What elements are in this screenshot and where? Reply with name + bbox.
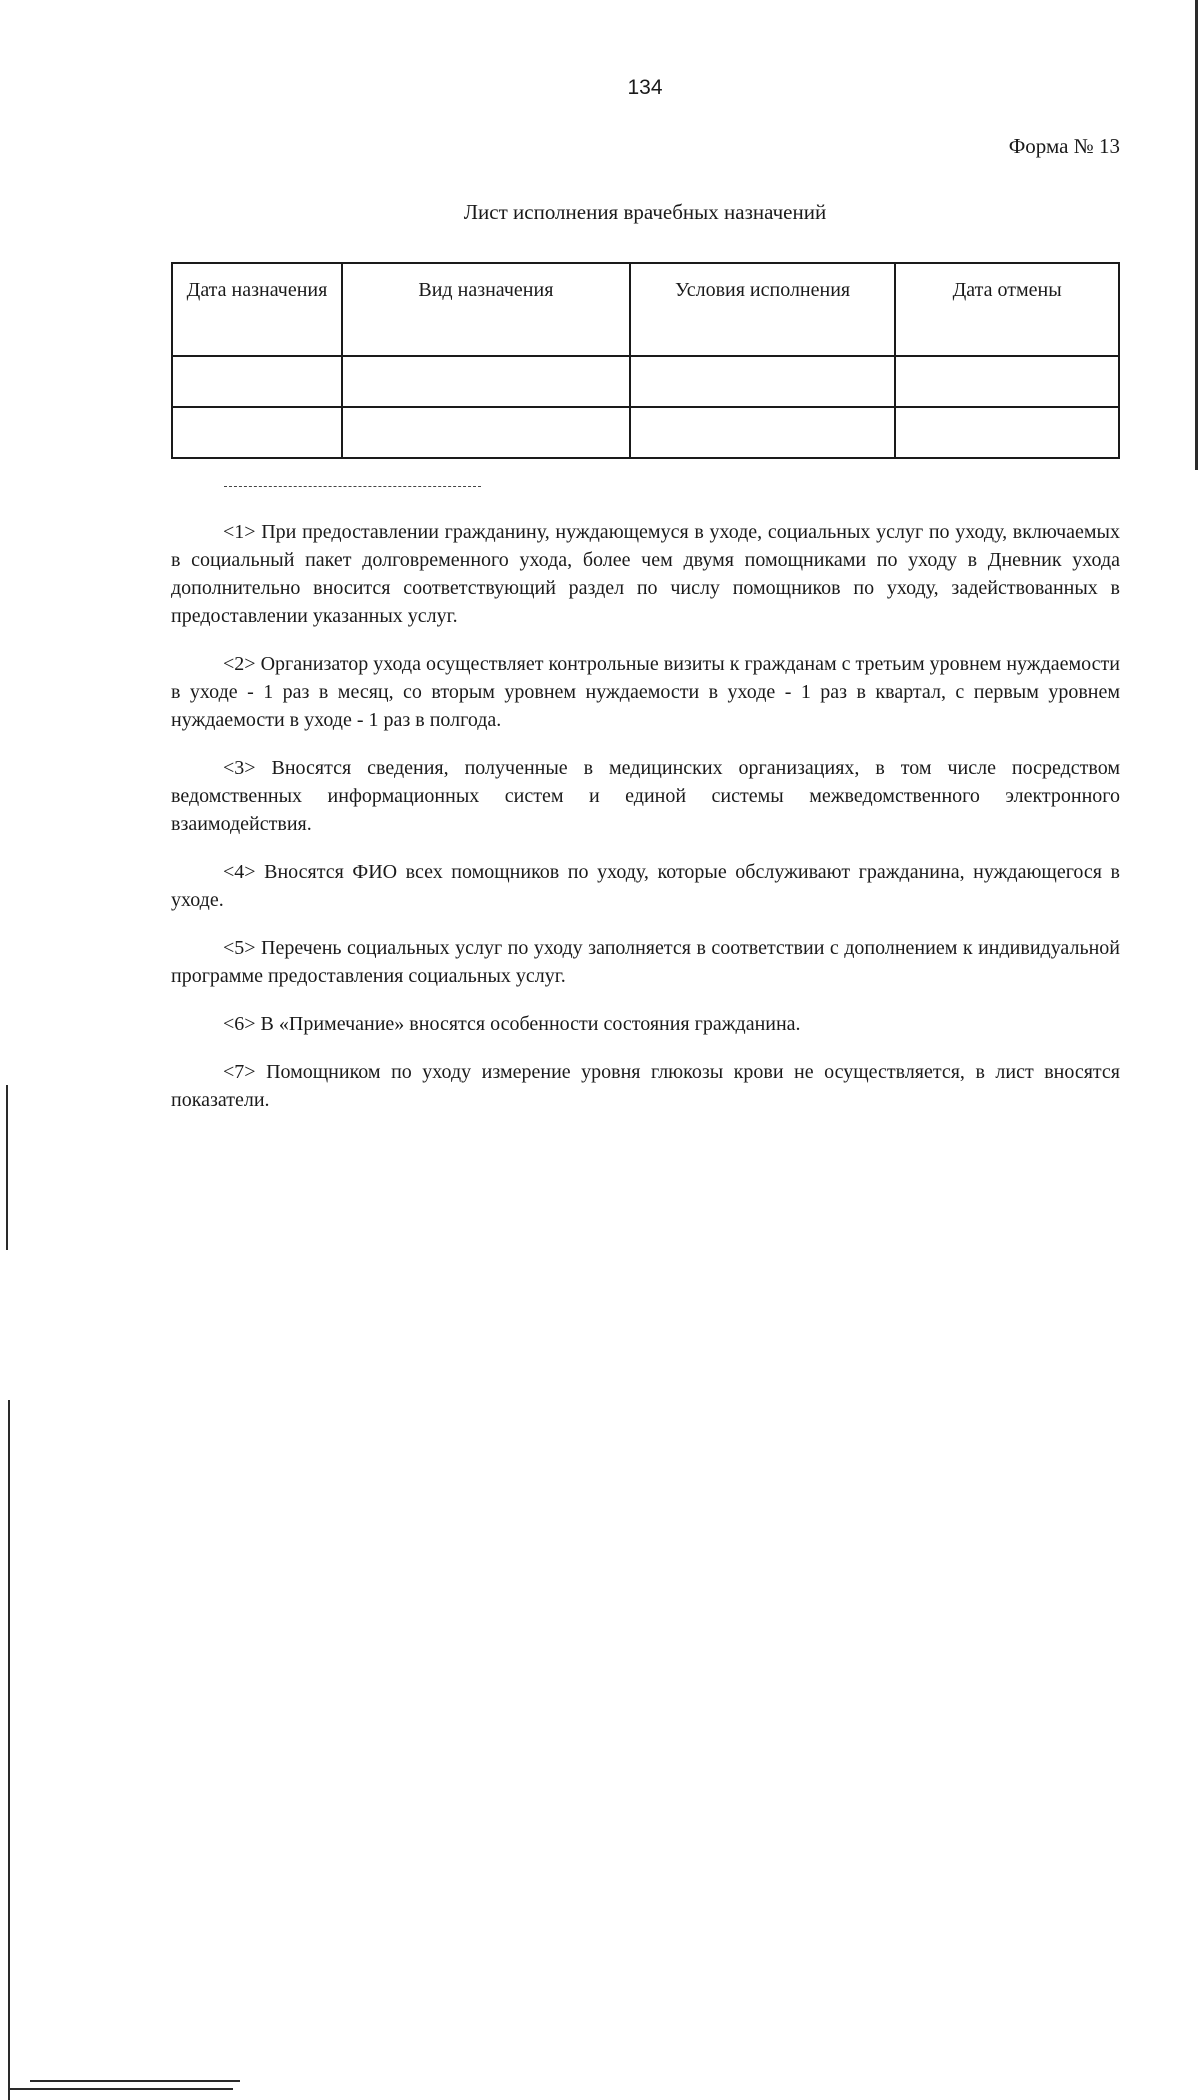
table-cell [630,407,896,458]
footnote-separator [224,486,481,487]
footnote-3: <3> Вносятся сведения, полученные в медицинских организациях, в том числе посредством ведомственных информационных систем и единой системы межведомственного электронного взаимодействия. [171,757,1120,835]
footnote-4: <4> Вносятся ФИО всех помощников по уходу, которые обслуживают гражданина, нуждающегося в уходе. [171,861,1120,911]
column-header-assignment-type: Вид назначения [342,263,630,356]
prescriptions-table [171,262,1120,459]
form-number-label: Форма № 13 [1008,134,1120,158]
table-cell [342,356,630,407]
column-header-execution-conditions: Условия исполнения [630,263,896,356]
table-row [172,356,1119,407]
footnote-7: <7> Помощником по уходу измерение уровня глюкозы крови не осуществляется, в лист вносятся показатели. [171,1061,1120,1111]
scan-mark [8,2088,233,2090]
footnotes [171,518,1120,1134]
table-header-row [172,263,1119,356]
scan-edge-left [8,1400,10,2100]
document-title: Лист исполнения врачебных назначений [463,200,827,224]
footnote-2: <2> Организатор ухода осуществляет контрольные визиты к гражданам с третьим уровнем нуждаемости в уходе - 1 раз в месяц, со вторым уровнем нуждаемости в уходе - 1 раз в квартал, с первым уровнем нуждаемости в уходе - 1 раз в полгода. [171,653,1120,731]
column-header-cancellation-date: Дата отмены [895,263,1119,356]
table-cell [630,356,896,407]
column-header-assignment-date: Дата назначения [172,263,342,356]
table-cell [895,356,1119,407]
scan-edge-right [1195,0,1198,470]
table-row [172,407,1119,458]
table-cell [172,356,342,407]
table-cell [895,407,1119,458]
scan-mark [30,2080,240,2082]
footnote-1: <1> При предоставлении гражданину, нуждающемуся в уходе, социальных услуг по уходу, включаемых в социальный пакет долговременного ухода, более чем двумя помощниками по уходу в Дневник ухода дополнительно вносится соответствующий раздел по числу помощников по уходу, задействованных в предоставлении указанных услуг. [171,521,1120,627]
footnote-6: <6> В «Примечание» вносятся особенности состояния гражданина. [223,1013,801,1035]
scan-edge-left [6,1085,8,1250]
table-cell [342,407,630,458]
page-number: 134 [627,76,663,99]
table-cell [172,407,342,458]
footnote-5: <5> Перечень социальных услуг по уходу заполняется в соответствии с дополнением к индивидуальной программе предоставления социальных услуг. [171,937,1120,987]
